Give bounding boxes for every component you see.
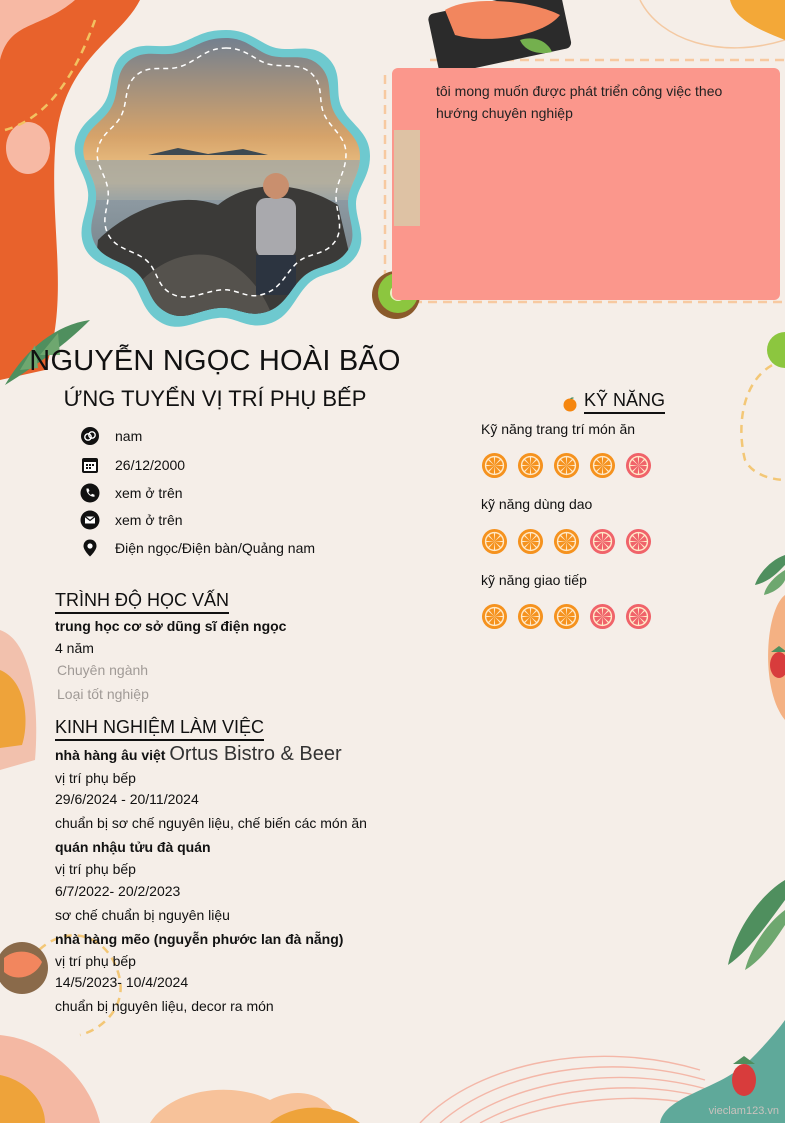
grapefruit-slice-empty-icon [589,603,616,630]
orange-slice-filled-icon [517,452,544,479]
leaf-right-lower [728,880,785,970]
education-school: trung học cơ sở dũng sĩ điện ngọc [55,618,287,634]
education-title: TRÌNH ĐỘ HỌC VẤN [55,590,229,614]
gender-value: nam [115,428,143,444]
phone-value: xem ở trên [115,485,183,501]
gender-icon [80,426,100,446]
info-birthday [80,454,185,476]
orange-slice-filled-icon [553,603,580,630]
calendar-icon [80,455,100,475]
email-value: xem ở trên [115,512,183,528]
grapefruit-slice-empty-icon [589,528,616,555]
dashed-circle-right [741,360,785,480]
objective-text: tôi mong muốn được phát triển công việc theo hướng chuyên nghiệp [436,83,723,121]
orange-slice-filled-icon [517,528,544,555]
job-3-company: nhà hàng mẽo (nguyễn phước lan đà nẵng) [55,931,344,947]
full-name: NGUYỄN NGỌC HOÀI BÃO [29,345,401,377]
job-1-description: chuẩn bị sơ chế nguyên liệu, chế biến các món ăn [55,815,367,831]
job-1-company-name: nhà hàng âu việt [55,747,166,763]
info-phone [80,482,183,504]
skill-3-label: kỹ năng giao tiếp [481,572,587,588]
info-gender [80,425,142,447]
experience-title: KINH NGHIỆM LÀM VIỆC [55,717,264,741]
job-1-period: 29/6/2024 - 20/11/2024 [55,791,199,807]
salmon-plate-icon [427,0,572,75]
grapefruit-slice-empty-icon [625,452,652,479]
skill-1-rating [481,452,652,479]
skill-3-rating [481,603,652,630]
skills-title: KỸ NĂNG [584,390,665,414]
info-address [80,537,315,559]
skill-1-label: Kỹ năng trang trí món ăn [481,421,636,437]
address-value: Điện ngọc/Điện bàn/Quảng nam [115,540,316,556]
education-major: Chuyên ngành [57,662,149,678]
grapefruit-slice-empty-icon [625,603,652,630]
location-pin-icon [80,538,100,558]
skill-2-rating [481,528,652,555]
birthday-value: 26/12/2000 [115,457,186,473]
skill-2-label: kỹ năng dùng dao [481,496,593,512]
job-1-company-brand: Ortus Bistro & Beer [169,743,342,765]
tape-decoration [394,130,420,226]
education-grade: Loại tốt nghiệp [57,686,149,702]
pink-circle-left [6,122,50,174]
orange-blob-top-right [730,0,785,40]
job-2-company: quán nhậu tửu đà quán [55,839,211,855]
phone-icon [80,483,100,503]
kiwi-icon-right [767,332,785,368]
email-icon [80,510,100,530]
orange-slice-filled-icon [481,452,508,479]
job-1-company [55,743,342,766]
job-3-role: vị trí phụ bếp [55,953,136,969]
grapefruit-slice-empty-icon [625,528,652,555]
job-2-period: 6/7/2022- 20/2/2023 [55,883,181,899]
profile-photo [68,30,384,335]
job-1-role: vị trí phụ bếp [55,770,136,786]
orange-slice-filled-icon [481,603,508,630]
leaf-right-mid [755,555,785,595]
watermark-text: vieclam123.vn [708,1105,779,1117]
orange-slice-filled-icon [517,603,544,630]
orange-slice-filled-icon [553,452,580,479]
orange-slice-filled-icon [481,528,508,555]
job-3-description: chuẩn bị nguyên liệu, decor ra món [55,998,274,1014]
applied-position: ỨNG TUYỂN VỊ TRÍ PHỤ BẾP [63,386,367,411]
job-2-role: vị trí phụ bếp [55,861,136,877]
info-email [80,509,183,531]
job-2-description: sơ chế chuẩn bị nguyên liệu [55,907,230,923]
orange-slice-filled-icon [589,452,616,479]
orange-fruit-icon [562,396,578,412]
orange-slice-filled-icon [553,528,580,555]
education-duration: 4 năm [55,640,94,656]
job-3-period: 14/5/2023- 10/4/2024 [55,974,189,990]
